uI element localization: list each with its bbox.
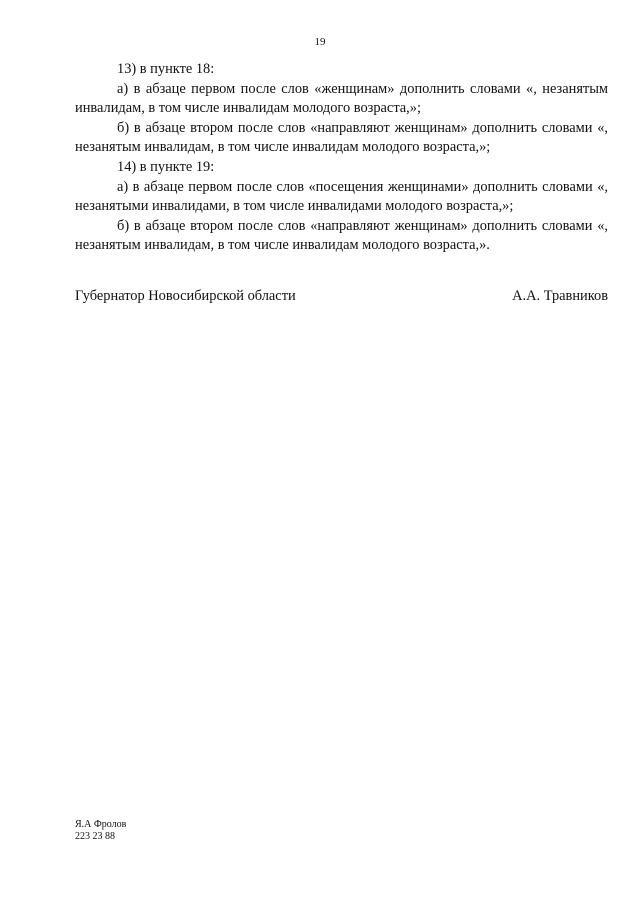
signatory-position: Губернатор Новосибирской области (75, 288, 296, 304)
executor-name: Я.А Фролов (75, 819, 127, 830)
executor-footer (75, 819, 126, 843)
item-14-subitem-a: а) в абзаце первом после слов «посещения женщинами» дополнить словами «, незанятыми инвалидами, в том числе инвалидами молодого возраста,»; (75, 178, 608, 215)
signature-block (75, 287, 608, 306)
signatory-name: А.А. Травников (512, 288, 608, 304)
item-13-heading: 13) в пункте 18: (117, 61, 215, 77)
item-14-subitem-b: б) в абзаце втором после слов «направляют женщинам» дополнить словами «, незанятым инвалидам, в том числе инвалидам молодого возраста,». (75, 217, 608, 254)
executor-phone: 223 23 88 (75, 831, 115, 842)
page-number: 19 (314, 36, 326, 48)
item-13-subitem-a: а) в абзаце первом после слов «женщинам» дополнить словами «, незанятым инвалидам, в том числе инвалидам молодого возраста,»; (75, 80, 608, 117)
item-14-heading: 14) в пункте 19: (117, 158, 215, 175)
amendments-text (75, 60, 608, 256)
item-13-subitem-b: б) в абзаце втором после слов «направляют женщинам» дополнить словами «, незанятым инвалидам, в том числе инвалидам молодого возраста,»; (75, 119, 608, 156)
